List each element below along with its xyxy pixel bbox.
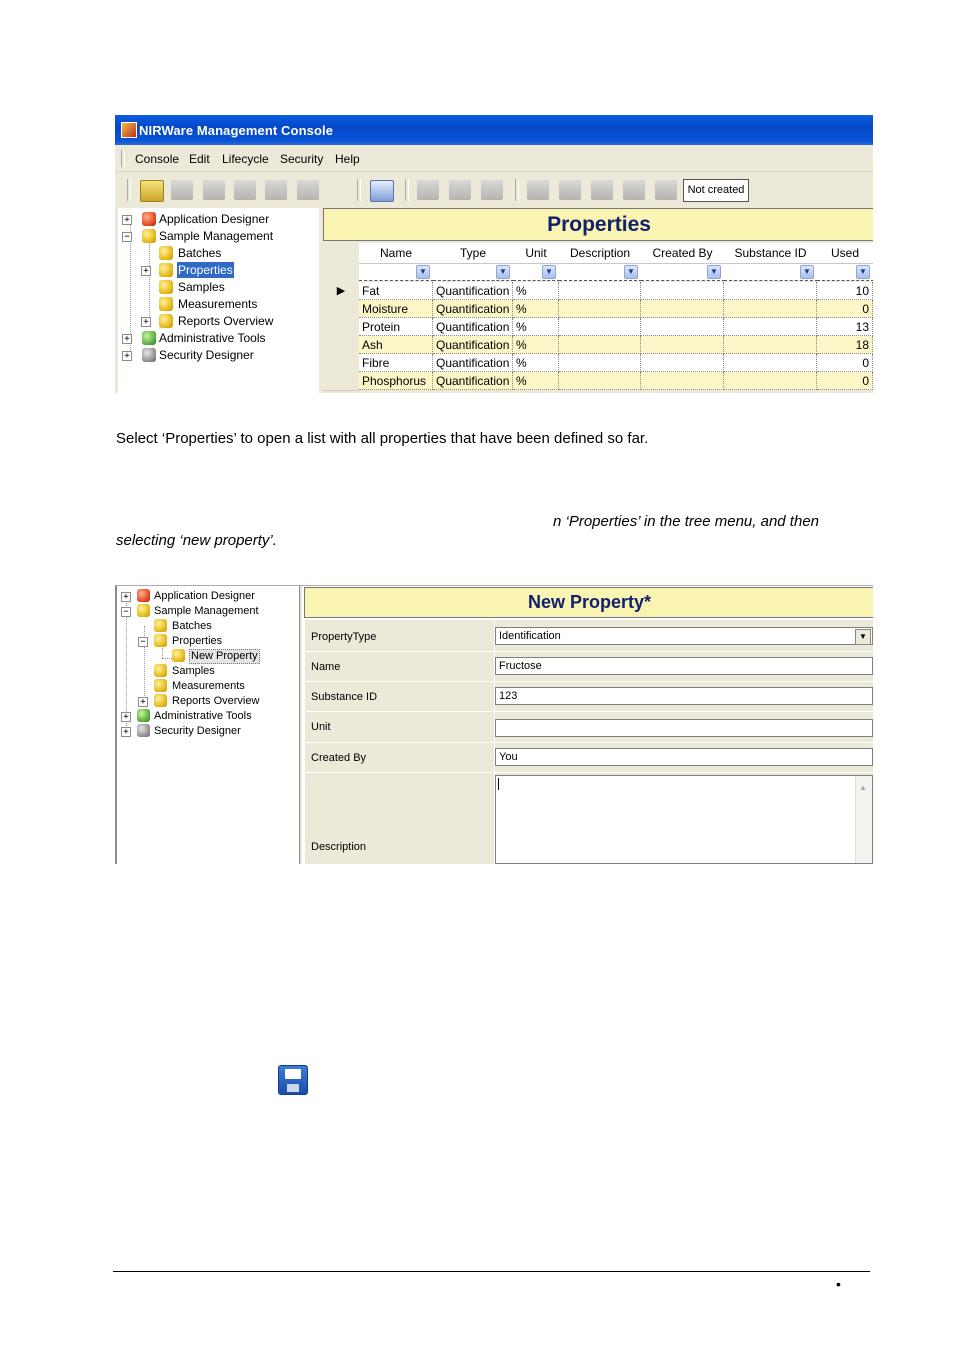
chevron-down-icon[interactable]: ▼: [856, 265, 870, 279]
menu-grip: [121, 150, 125, 167]
table-cell-created-by[interactable]: [641, 282, 724, 300]
table-cell-type[interactable]: Quantification: [433, 336, 513, 354]
instruction-text-2: n ‘Properties’ in the tree menu, and then: [553, 513, 820, 530]
preview-icon[interactable]: [297, 180, 319, 200]
table-cell-substance-id[interactable]: [724, 372, 817, 390]
tree-item-label: Application Designer: [159, 212, 270, 226]
table-cell-created-by[interactable]: [641, 336, 724, 354]
toolbar-grip: [127, 179, 131, 201]
chevron-down-icon[interactable]: ▼: [707, 265, 721, 279]
tree-item-label: Reports Overview: [178, 314, 274, 328]
table-cell-description[interactable]: [559, 300, 641, 318]
yellow-puzzle-icon: [142, 229, 156, 243]
filter-name[interactable]: [359, 264, 434, 281]
chevron-down-icon[interactable]: ▼: [855, 629, 871, 645]
table-cell-substance-id[interactable]: [724, 354, 817, 372]
tree-item-label: Security Designer: [154, 725, 241, 737]
text-cursor: [498, 778, 499, 790]
gray-puzzle-icon: [137, 724, 150, 737]
table-cell-name[interactable]: Protein: [359, 318, 433, 336]
red-puzzle-icon: [142, 212, 156, 226]
save-all-icon[interactable]: [234, 180, 256, 200]
substance-id-label: Substance ID: [311, 691, 378, 703]
table-cell-description[interactable]: [559, 282, 641, 300]
row-selector[interactable]: [323, 318, 359, 337]
scroll-up-icon[interactable]: ▲: [859, 783, 867, 792]
open-folder-icon[interactable]: [140, 180, 164, 202]
menu-lifecycle[interactable]: Lifecycle: [222, 152, 269, 166]
expand-plus-icon[interactable]: +: [121, 727, 131, 737]
table-cell-unit[interactable]: %: [513, 282, 559, 300]
property-type-value: Identification: [499, 630, 561, 642]
menu-bar: [115, 146, 873, 172]
instruction-text-3: selecting ‘new property’.: [116, 532, 277, 549]
lifecycle-icon-3[interactable]: [591, 180, 613, 200]
yellow-puzzle-icon: [154, 694, 167, 707]
floppy-disk-save-icon: [278, 1065, 308, 1095]
yellow-puzzle-icon: [159, 280, 173, 294]
tree-item-label: Application Designer: [154, 590, 255, 602]
unit-label: Unit: [311, 721, 331, 733]
created-by-label: Created By: [311, 752, 367, 764]
yellow-puzzle-icon: [154, 664, 167, 677]
tree-item-label: Samples: [178, 280, 225, 294]
green-puzzle-icon: [142, 331, 156, 345]
description-scrollbar[interactable]: [855, 776, 872, 863]
tree-item-label: Measurements: [178, 297, 258, 311]
substance-id-field[interactable]: 123: [495, 687, 873, 705]
tree-item-label: Samples: [172, 665, 215, 677]
table-cell-substance-id[interactable]: [724, 336, 817, 354]
new-property-window: [115, 585, 873, 864]
table-cell-name[interactable]: Moisture: [359, 300, 433, 318]
table-cell-substance-id[interactable]: [724, 282, 817, 300]
properties-card-icon[interactable]: [370, 180, 394, 202]
table-cell-description[interactable]: [559, 336, 641, 354]
chevron-down-icon[interactable]: ▼: [624, 265, 638, 279]
refresh-icon[interactable]: [265, 180, 287, 200]
table-cell-used[interactable]: 0: [817, 354, 873, 372]
yellow-puzzle-icon: [159, 297, 173, 311]
table-cell-name[interactable]: Fat: [359, 282, 433, 300]
tree-item-label: Reports Overview: [172, 695, 260, 707]
column-header-description[interactable]: Description: [559, 243, 642, 264]
expand-plus-icon[interactable]: +: [122, 334, 132, 344]
table-cell-name[interactable]: Ash: [359, 336, 433, 354]
column-header-unit[interactable]: Unit: [513, 243, 560, 264]
expand-plus-icon[interactable]: +: [122, 215, 132, 225]
toolbar-separator-2: [515, 179, 519, 201]
yellow-puzzle-icon: [159, 263, 173, 277]
table-cell-unit[interactable]: %: [513, 300, 559, 318]
red-puzzle-icon: [137, 589, 150, 602]
name-label: Name: [311, 661, 341, 673]
menu-security[interactable]: Security: [280, 152, 324, 166]
tree-item-label-selected: New Property: [191, 650, 258, 662]
table-cell-unit[interactable]: %: [513, 336, 559, 354]
table-cell-unit[interactable]: %: [513, 318, 559, 336]
property-type-label: PropertyType: [311, 631, 377, 643]
tree-item-label-selected: Properties: [178, 263, 233, 277]
tree-item-label: Administrative Tools: [159, 331, 266, 345]
menu-console[interactable]: Console: [135, 152, 180, 166]
column-header-created-by[interactable]: Created By: [641, 243, 725, 264]
table-cell-type[interactable]: Quantification: [433, 282, 513, 300]
table-cell-unit[interactable]: %: [513, 372, 559, 390]
chevron-down-icon[interactable]: ▼: [800, 265, 814, 279]
filter-description[interactable]: [559, 264, 642, 281]
lifecycle-icon-1[interactable]: [527, 180, 549, 200]
column-header-type[interactable]: Type: [433, 243, 514, 264]
row-selector[interactable]: ▶: [323, 282, 359, 301]
table-cell-type[interactable]: Quantification: [433, 354, 513, 372]
table-cell-created-by[interactable]: [641, 354, 724, 372]
footer-bullet: •: [836, 1276, 841, 1292]
row-selector[interactable]: [323, 354, 359, 373]
description-label: Description: [311, 841, 367, 853]
created-by-field[interactable]: You: [495, 748, 873, 766]
filter-used[interactable]: [817, 264, 873, 281]
app-icon: [121, 122, 137, 138]
tree-item-label: Administrative Tools: [154, 710, 252, 722]
navigation-tree: [118, 208, 319, 393]
collapse-minus-icon[interactable]: −: [122, 232, 132, 242]
tree-item-label: Batches: [172, 620, 212, 632]
expand-plus-icon[interactable]: +: [141, 317, 151, 327]
table-cell-name[interactable]: Fibre: [359, 354, 433, 372]
row-selector[interactable]: [323, 372, 359, 391]
green-puzzle-icon: [137, 709, 150, 722]
menu-help[interactable]: Help: [335, 152, 360, 166]
description-textarea[interactable]: [495, 775, 873, 864]
table-cell-type[interactable]: Quantification: [433, 318, 513, 336]
management-console-window: [115, 115, 873, 393]
lifecycle-icon-5[interactable]: [655, 180, 677, 200]
tree-item-label: Measurements: [172, 680, 245, 692]
table-cell-used[interactable]: 18: [817, 336, 873, 354]
unit-field[interactable]: [495, 719, 873, 737]
expand-plus-icon[interactable]: +: [138, 697, 148, 707]
table-cell-used[interactable]: 0: [817, 372, 873, 390]
instruction-text-1: Select ‘Properties’ to open a list with all properties that have been defined so far.: [116, 430, 649, 447]
navigation-tree: [118, 586, 299, 864]
table-cell-description[interactable]: [559, 318, 641, 336]
table-cell-used[interactable]: 13: [817, 318, 873, 336]
filter-type[interactable]: [433, 264, 514, 281]
table-cell-created-by[interactable]: [641, 372, 724, 390]
title-bar: [115, 115, 873, 145]
table-cell-name[interactable]: Phosphorus: [359, 372, 433, 390]
expand-plus-icon[interactable]: +: [121, 712, 131, 722]
filter-substance-id[interactable]: [724, 264, 818, 281]
toolbar: [115, 172, 873, 208]
menu-edit[interactable]: Edit: [189, 152, 210, 166]
gray-puzzle-icon: [142, 348, 156, 362]
column-header-used[interactable]: Used: [817, 243, 873, 264]
expand-plus-icon[interactable]: +: [141, 266, 151, 276]
lifecycle-icon-4[interactable]: [623, 180, 645, 200]
tree-item-label: Batches: [178, 246, 222, 260]
yellow-puzzle-icon: [154, 679, 167, 692]
yellow-puzzle-icon: [137, 604, 150, 617]
yellow-puzzle-icon: [172, 649, 185, 662]
lifecycle-icon-2[interactable]: [559, 180, 581, 200]
collapse-minus-icon[interactable]: −: [138, 637, 148, 647]
filter-unit[interactable]: [513, 264, 560, 281]
table-cell-used[interactable]: 10: [817, 282, 873, 300]
tree-item-label: Sample Management: [159, 229, 274, 243]
expand-plus-icon[interactable]: +: [121, 592, 131, 602]
toolbar-separator: [405, 179, 409, 201]
row-selector[interactable]: [323, 300, 359, 319]
expand-plus-icon[interactable]: +: [122, 351, 132, 361]
tree-item-label: Security Designer: [159, 348, 254, 362]
property-type-select[interactable]: [495, 627, 873, 645]
collapse-minus-icon[interactable]: −: [121, 607, 131, 617]
copy-icon[interactable]: [449, 180, 471, 200]
table-cell-created-by[interactable]: [641, 300, 724, 318]
filter-created-by[interactable]: [641, 264, 725, 281]
new-property-panel-title: New Property*: [304, 587, 873, 618]
yellow-puzzle-icon: [159, 246, 173, 260]
name-field[interactable]: Fructose: [495, 657, 873, 675]
toolbar-grip-2: [357, 179, 361, 201]
table-cell-type[interactable]: Quantification: [433, 300, 513, 318]
yellow-puzzle-icon: [159, 314, 173, 328]
properties-table: [323, 243, 873, 393]
status-indicator: Not created: [683, 179, 749, 202]
paste-icon[interactable]: [481, 180, 503, 200]
table-cell-substance-id[interactable]: [724, 318, 817, 336]
table-cell-description[interactable]: [559, 354, 641, 372]
chevron-down-icon[interactable]: ▼: [542, 265, 556, 279]
yellow-puzzle-icon: [154, 619, 167, 632]
table-cell-used[interactable]: 0: [817, 300, 873, 318]
table-cell-description[interactable]: [559, 372, 641, 390]
window-title: NIRWare Management Console: [139, 123, 334, 138]
column-header-substance-id[interactable]: Substance ID: [724, 243, 818, 264]
table-cell-type[interactable]: Quantification: [433, 372, 513, 390]
row-selector[interactable]: [323, 336, 359, 355]
tree-item-label: Properties: [172, 635, 223, 647]
delete-icon[interactable]: [171, 180, 193, 200]
yellow-puzzle-icon: [154, 634, 167, 647]
properties-panel-title: Properties: [323, 208, 873, 241]
footer-rule: [113, 1271, 870, 1272]
table-cell-substance-id[interactable]: [724, 300, 817, 318]
cut-icon[interactable]: [417, 180, 439, 200]
table-cell-created-by[interactable]: [641, 318, 724, 336]
column-header-name[interactable]: Name: [359, 243, 434, 264]
save-icon[interactable]: [203, 180, 225, 200]
table-cell-unit[interactable]: %: [513, 354, 559, 372]
chevron-down-icon[interactable]: ▼: [496, 265, 510, 279]
chevron-down-icon[interactable]: ▼: [416, 265, 430, 279]
tree-item-label: Sample Management: [154, 605, 259, 617]
